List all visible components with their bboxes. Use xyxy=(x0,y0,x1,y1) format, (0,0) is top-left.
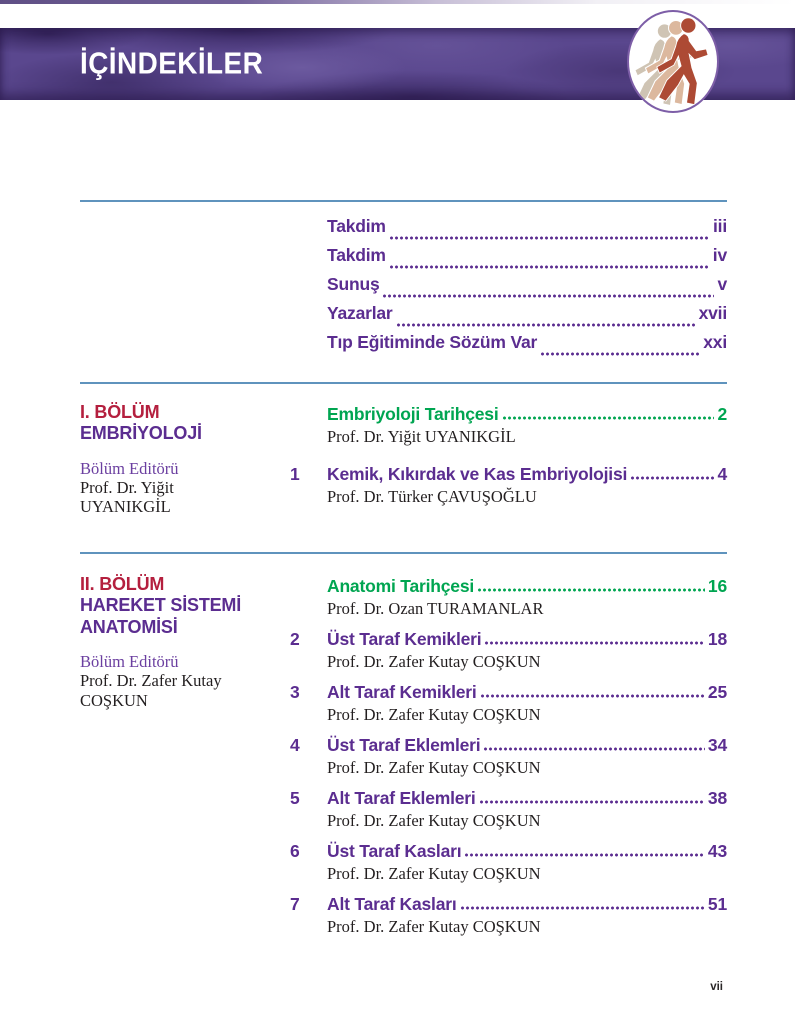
toc-front-item xyxy=(327,332,727,361)
toc-item-label: Tıp Eğitiminde Sözüm Var xyxy=(327,332,538,352)
toc-entry-author: Prof. Dr. Zafer Kutay COŞKUN xyxy=(327,864,541,883)
toc-entry-line xyxy=(290,735,727,756)
toc-item-label: Takdim xyxy=(327,245,386,265)
dot-leader xyxy=(502,416,715,420)
toc-entry xyxy=(290,576,727,619)
section-editor-line: Prof. Dr. Zafer Kutay xyxy=(80,671,222,690)
section-editor-name xyxy=(80,478,290,517)
section-divider xyxy=(80,200,727,202)
toc-entry-page: 51 xyxy=(707,894,727,914)
dot-leader xyxy=(540,352,700,356)
section-editor-label: Bölüm Editörü xyxy=(80,652,179,671)
section-divider xyxy=(80,382,727,384)
toc-entry xyxy=(290,404,727,447)
toc-entry-title: Alt Taraf Kasları xyxy=(327,894,457,914)
toc-entry-title: Üst Taraf Eklemleri xyxy=(327,735,481,755)
dot-leader xyxy=(477,588,705,592)
dot-leader xyxy=(460,906,705,910)
toc-entry-page: 25 xyxy=(707,682,727,702)
toc-entry xyxy=(290,788,727,831)
toc-entry xyxy=(290,735,727,778)
toc-front-item xyxy=(327,303,727,332)
section-entries xyxy=(290,401,727,524)
toc-entry-number: 6 xyxy=(290,841,300,861)
toc-item-page: iv xyxy=(712,245,727,265)
section-heading xyxy=(80,573,290,947)
toc-entry-author: Prof. Dr. Zafer Kutay COŞKUN xyxy=(327,652,541,671)
toc-entry-page: 18 xyxy=(707,629,727,649)
toc-entry-title: Kemik, Kıkırdak ve Kas Embriyolojisi xyxy=(327,464,628,484)
toc-entry-line xyxy=(290,629,727,650)
section-number: I. BÖLÜM xyxy=(80,402,160,422)
toc-entry-author: Prof. Dr. Zafer Kutay COŞKUN xyxy=(327,811,541,830)
toc-section xyxy=(80,401,727,524)
dot-leader xyxy=(479,800,705,804)
front-matter-list xyxy=(327,216,727,361)
section-editor-label: Bölüm Editörü xyxy=(80,458,179,478)
section-editor-line: Prof. Dr. Yiğit xyxy=(80,477,174,497)
section-title xyxy=(80,595,290,638)
toc-entry-page: 4 xyxy=(717,464,727,484)
section-editor-line: UYANIKGİL xyxy=(80,497,171,516)
section-editor-name xyxy=(80,671,290,710)
toc-entry-author: Prof. Dr. Zafer Kutay COŞKUN xyxy=(327,758,541,777)
toc-front-item xyxy=(327,274,727,303)
toc-entry-number: 1 xyxy=(290,464,300,484)
toc-entry-number: 4 xyxy=(290,735,300,755)
toc-entry-number: 3 xyxy=(290,682,300,702)
toc-entry-number: 2 xyxy=(290,629,300,649)
toc-entry-line xyxy=(290,404,727,425)
toc-entry xyxy=(290,682,727,725)
toc-entry-title: Anatomi Tarihçesi xyxy=(327,576,475,596)
toc-item-label: Takdim xyxy=(327,216,386,236)
section-title-line: EMBRİYOLOJİ xyxy=(80,423,202,443)
toc-entry-number: 5 xyxy=(290,788,300,808)
toc-entry-title: Üst Taraf Kasları xyxy=(327,841,462,861)
toc-front-item xyxy=(327,245,727,274)
toc-entry-title: Alt Taraf Kemikleri xyxy=(327,682,477,702)
toc-entry-author: Prof. Dr. Türker ÇAVUŞOĞLU xyxy=(327,487,537,506)
dot-leader xyxy=(382,294,714,298)
toc-entry xyxy=(290,841,727,884)
section-title-line: HAREKET SİSTEMİ xyxy=(80,595,242,615)
dot-leader xyxy=(483,747,704,751)
toc-entry-author: Prof. Dr. Ozan TURAMANLAR xyxy=(327,599,544,618)
running-anatomy-figures-icon xyxy=(627,10,719,113)
dot-leader xyxy=(480,694,705,698)
toc-entry-line xyxy=(290,464,727,485)
toc-entry-line xyxy=(290,576,727,597)
section-title-line: ANATOMİSİ xyxy=(80,616,178,637)
dot-leader xyxy=(389,265,710,269)
toc-entry xyxy=(290,894,727,937)
toc-item-page: xxi xyxy=(703,332,727,352)
section-editor-line: COŞKUN xyxy=(80,690,148,710)
toc-item-page: xvii xyxy=(698,303,727,323)
dot-leader xyxy=(484,641,705,645)
section-title xyxy=(80,423,290,445)
toc-entry-author: Prof. Dr. Yiğit UYANIKGİL xyxy=(327,427,516,446)
toc-entry-title: Alt Taraf Eklemleri xyxy=(327,788,476,808)
folio-page-number: vii xyxy=(710,981,723,993)
section-number: II. BÖLÜM xyxy=(80,574,165,594)
toc-front-item xyxy=(327,216,727,245)
toc-entry-page: 34 xyxy=(707,735,727,755)
toc-item-label: Sunuş xyxy=(327,274,380,294)
toc-entry-line xyxy=(290,841,727,862)
toc-entry-line xyxy=(290,682,727,703)
toc-entry-page: 38 xyxy=(707,788,727,808)
toc-entry-line xyxy=(290,788,727,809)
page-title: İÇİNDEKİLER xyxy=(80,45,264,81)
page-top-scan-edge xyxy=(0,0,795,4)
section-entries xyxy=(290,573,727,947)
toc-section xyxy=(80,573,727,947)
toc-entry-title: Üst Taraf Kemikleri xyxy=(327,629,482,649)
toc-item-label: Yazarlar xyxy=(327,303,393,323)
toc-entry-page: 2 xyxy=(717,404,727,424)
toc-entry-title: Embriyoloji Tarihçesi xyxy=(327,404,499,424)
toc-entry-line xyxy=(290,894,727,915)
toc-entry-author: Prof. Dr. Zafer Kutay COŞKUN xyxy=(327,917,541,936)
toc-item-page: iii xyxy=(713,216,727,236)
dot-leader xyxy=(389,236,710,240)
toc-entry-page: 16 xyxy=(707,576,727,596)
dot-leader xyxy=(630,476,714,480)
toc-entry-number: 7 xyxy=(290,894,300,914)
dot-leader xyxy=(464,853,705,857)
section-heading xyxy=(80,401,290,524)
toc-item-page: v xyxy=(717,274,727,294)
section-divider xyxy=(80,552,727,554)
toc-entry xyxy=(290,629,727,672)
toc-entry-author: Prof. Dr. Zafer Kutay COŞKUN xyxy=(327,705,541,724)
toc-entry xyxy=(290,464,727,507)
toc-entry-page: 43 xyxy=(707,841,727,861)
dot-leader xyxy=(396,323,696,327)
